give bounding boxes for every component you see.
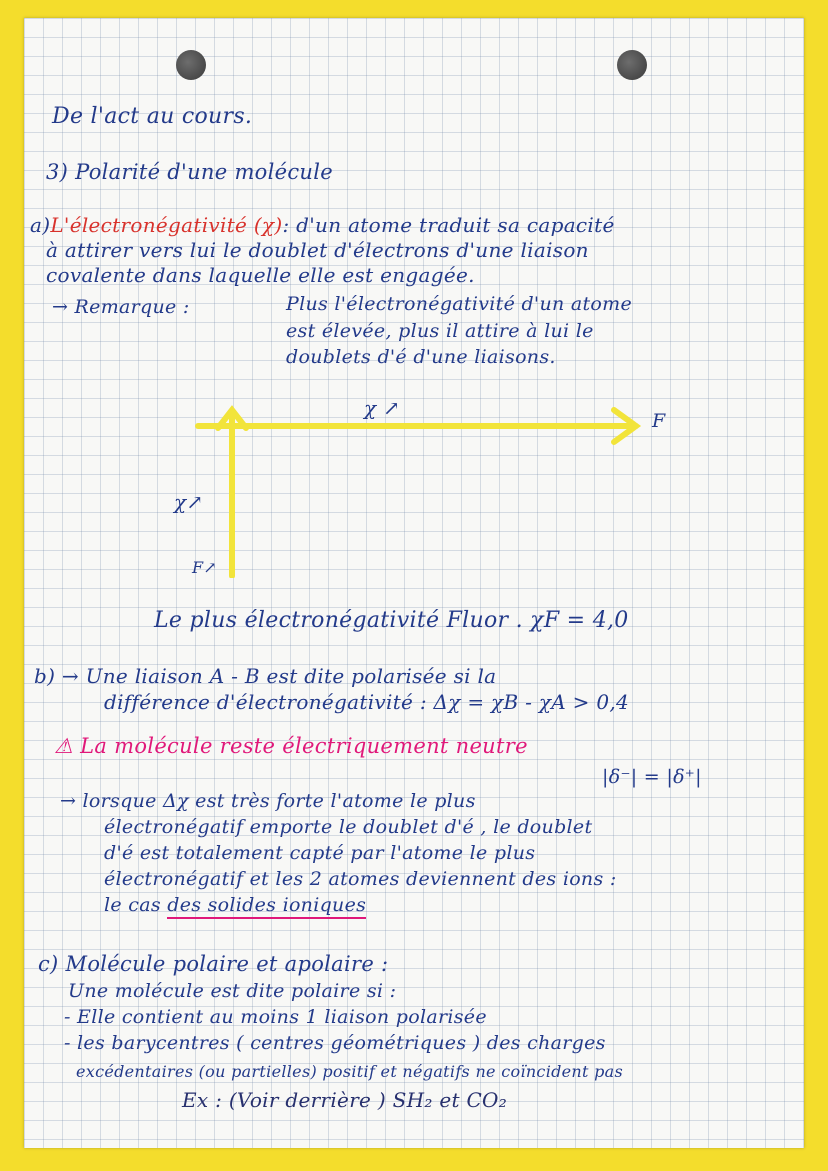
ionic-note-line-5 xyxy=(104,894,366,916)
remark-line-3: doublets d'é d'une liaisons. xyxy=(286,346,556,368)
horizontal-axis-end-label: F xyxy=(652,410,666,432)
notebook-page xyxy=(24,18,804,1148)
horizontal-axis-label: χ ↗ xyxy=(364,396,401,420)
definition-part-1: : d'un atome traduit sa capacité xyxy=(282,213,615,237)
partial-charges: |δ⁻| = |δ⁺| xyxy=(602,766,702,788)
ionic-solids-highlight: des solides ioniques xyxy=(167,894,366,919)
part-a-prefix: a) xyxy=(30,213,51,237)
neutrality-warning: ⚠ La molécule reste électriquement neutre xyxy=(54,734,528,758)
binder-hole-left xyxy=(176,50,206,80)
ionic-case-prefix: le cas xyxy=(104,894,161,916)
intro-line: De l'act au cours. xyxy=(52,104,253,129)
definition-line-2: à attirer vers lui le doublet d'électrons d'une liaison xyxy=(46,238,589,262)
polar-condition-1: - Elle contient au moins 1 liaison polarisée xyxy=(64,1006,487,1028)
ionic-note-line-1: → lorsque Δχ est très forte l'atome le plus xyxy=(60,790,476,812)
vertical-axis-label: χ↗ xyxy=(174,490,204,514)
electronegativity-trend-diagram xyxy=(174,388,654,578)
part-c-title: c) Molécule polaire et apolaire : xyxy=(38,952,389,976)
example-line: Ex : (Voir derrière ) SH₂ et CO₂ xyxy=(182,1088,508,1112)
part-b-line-2: différence d'électronégativité : Δχ = χB - χA > 0,4 xyxy=(104,690,630,714)
ionic-note-line-4: électronégatif et les 2 atomes deviennent des ions : xyxy=(104,868,617,890)
electronegativity-term: L'électronégativité (χ) xyxy=(50,213,283,237)
remark-line-1: Plus l'électronégativité d'un atome xyxy=(286,293,633,315)
vertical-axis-end-label: F↗ xyxy=(192,558,218,577)
polar-condition-2-continued: excédentaires (ou partielles) positif et négatifs ne coïncident pas xyxy=(76,1062,624,1081)
section-title: 3) Polarité d'une molécule xyxy=(46,160,333,184)
ionic-note-line-2: électronégatif emporte le doublet d'é , le doublet xyxy=(104,816,593,838)
ionic-note-line-3: d'é est totalement capté par l'atome le plus xyxy=(104,842,536,864)
definition-line-3: covalente dans laquelle elle est engagée. xyxy=(46,263,475,287)
part-b-line-1: b) → Une liaison A - B est dite polarisée si la xyxy=(34,664,497,688)
binder-hole-right xyxy=(617,50,647,80)
remark-line-2: est élevée, plus il attire à lui le xyxy=(286,320,594,342)
polar-condition-2: - les barycentres ( centres géométriques ) des charges xyxy=(64,1032,606,1054)
remark-label: → Remarque : xyxy=(52,296,190,318)
fluor-note: Le plus électronégativité Fluor . χF = 4,0 xyxy=(154,608,629,633)
polar-definition: Une molécule est dite polaire si : xyxy=(68,980,397,1002)
part-a-line-1 xyxy=(30,213,615,237)
